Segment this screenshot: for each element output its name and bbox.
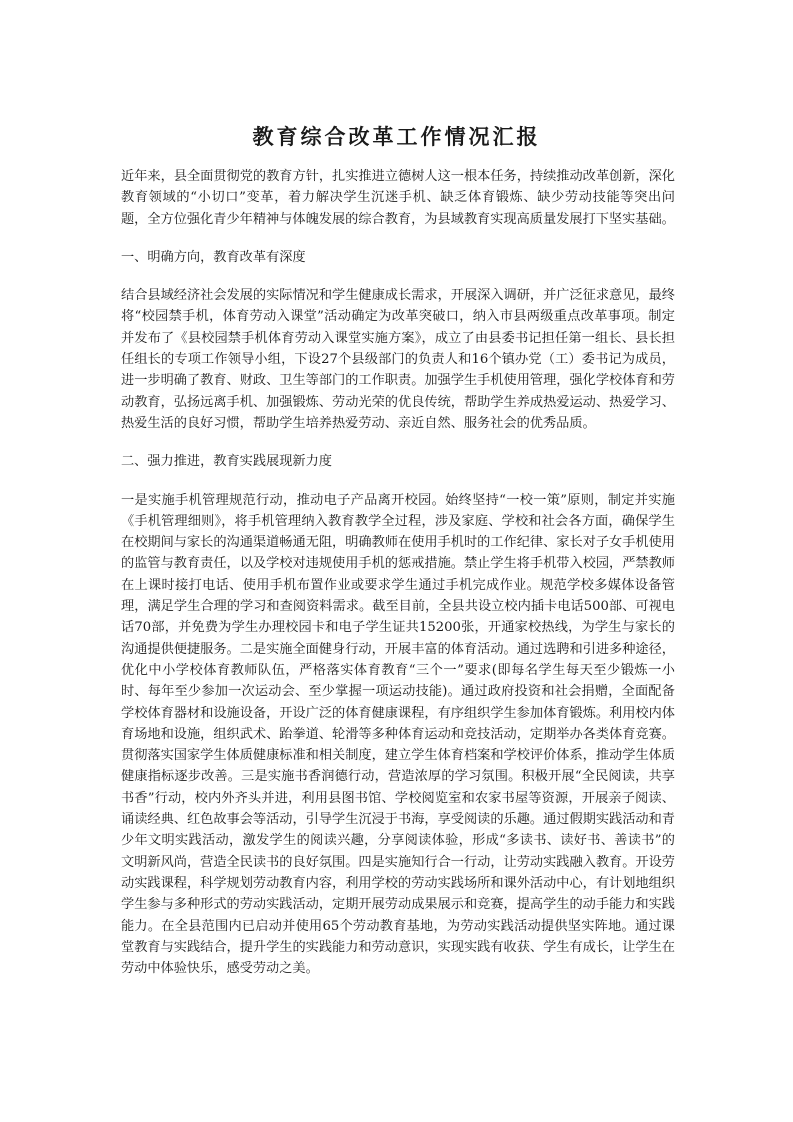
section-1-heading: 一、明确方向，教育改革有深度 — [121, 249, 306, 265]
document-body — [121, 166, 675, 996]
section-2-paragraph: 一是实施手机管理规范行动，推动电子产品离开校园。始终坚持“一校一策”原则，制定并实施《手机管理细则》，将手机管理纳入教育教学全过程，涉及家庭、学校和社会各方面，确保学生在校期间与家长的沟通渠道畅通无阻，明确教师在使用手机时的工作纪律、家长对子女手机使用的监管与教育责任，以及学校对违规使用手机的惩戒措施。禁止学生将手机带入校园，严禁教师在上课时接打电话、使用手机布置作业或要求学生通过手机完成作业。规范学校多媒体设备管理，满足学生合理的学习和查阅资料需求。截至目前，全县共设立校内插卡电话500部、可视电话70部，并免费为学生办理校园卡和电子学生证共15200张，开通家校热线，为学生与家长的沟通提供便捷服务。二是实施全面健身行动，开展丰富的体育活动。通过选聘和引进多种途径，优化中小学校体育教师队伍，严格落实体育教育“三个一”要求(即每名学生每天至少锻炼一小时、每年至少参加一次运动会、至少掌握一项运动技能)。通过政府投资和社会捐赠，全面配备学校体育器材和设施设备，开设广泛的体育健康课程，有序组织学生参加体育锻炼。利用校内体育场地和设施，组织武术、跆拳道、轮滑等多种体育运动和竞技活动，定期举办各类体育竞赛。贯彻落实国家学生体质健康标准和相关制度，建立学生体育档案和学校评价体系，推动学生体质健康指标逐步改善。三是实施书香润德行动，营造浓厚的学习氛围。积极开展“全民阅读，共享书香”行动，校内外齐头并进，利用县图书馆、学校阅览室和农家书屋等资源，开展亲子阅读、诵读经典、红色故事会等活动，引导学生沉浸于书海，享受阅读的乐趣。通过假期实践活动和青少年文明实践活动，激发学生的阅读兴趣，分享阅读体验，形成“多读书、读好书、善读书”的文明新风尚，营造全民读书的良好氛围。四是实施知行合一行动，让劳动实践融入教育。开设劳动实践课程，科学规划劳动教育内容，利用学校的劳动实践场所和课外活动中心，有计划地组织学生参与多种形式的劳动实践活动，定期开展劳动成果展示和竞赛，提高学生的动手能力和实践能力。在全县范围内已启动并使用65个劳动教育基地，为劳动实践活动提供坚实阵地。通过课堂教育与实践结合，提升学生的实践能力和劳动意识，实现实践有收获、学生有成长，让学生在劳动中体验快乐，感受劳动之美。 — [121, 492, 675, 977]
intro-paragraph: 近年来，县全面贯彻党的教育方针，扎实推进立德树人这一根本任务，持续推动改革创新，深化教育领域的“小切口”变革，着力解决学生沉迷手机、缺乏体育锻炼、缺少劳动技能等突出问题，全方位强化青少年精神与体魄发展的综合教育，为县域教育实现高质量发展打下坚实基础。 — [121, 169, 675, 227]
section-1-paragraph: 结合县域经济社会发展的实际情况和学生健康成长需求，开展深入调研，并广泛征求意见，最终将“校园禁手机，体育劳动入课堂”活动确定为改革突破口，纳入市县两级重点改革事项。制定并发布了《县校园禁手机体育劳动入课堂实施方案》，成立了由县委书记担任第一组长、县长担任组长的专项工作领导小组，下设27个县级部门的负责人和16个镇办党（工）委书记为成员，进一步明确了教育、财政、卫生等部门的工作职责。加强学生手机使用管理，强化学校体育和劳动教育，弘扬远离手机、加强锻炼、劳动光荣的优良传统，帮助学生养成热爱运动、热爱学习、热爱生活的良好习惯，帮助学生培养热爱劳动、亲近自然、服务社会的优秀品质。 — [121, 288, 675, 431]
section-2-heading: 二、强力推进，教育实践展现新力度 — [121, 454, 332, 470]
document-title: 教育综合改革工作情况汇报 — [252, 124, 541, 149]
